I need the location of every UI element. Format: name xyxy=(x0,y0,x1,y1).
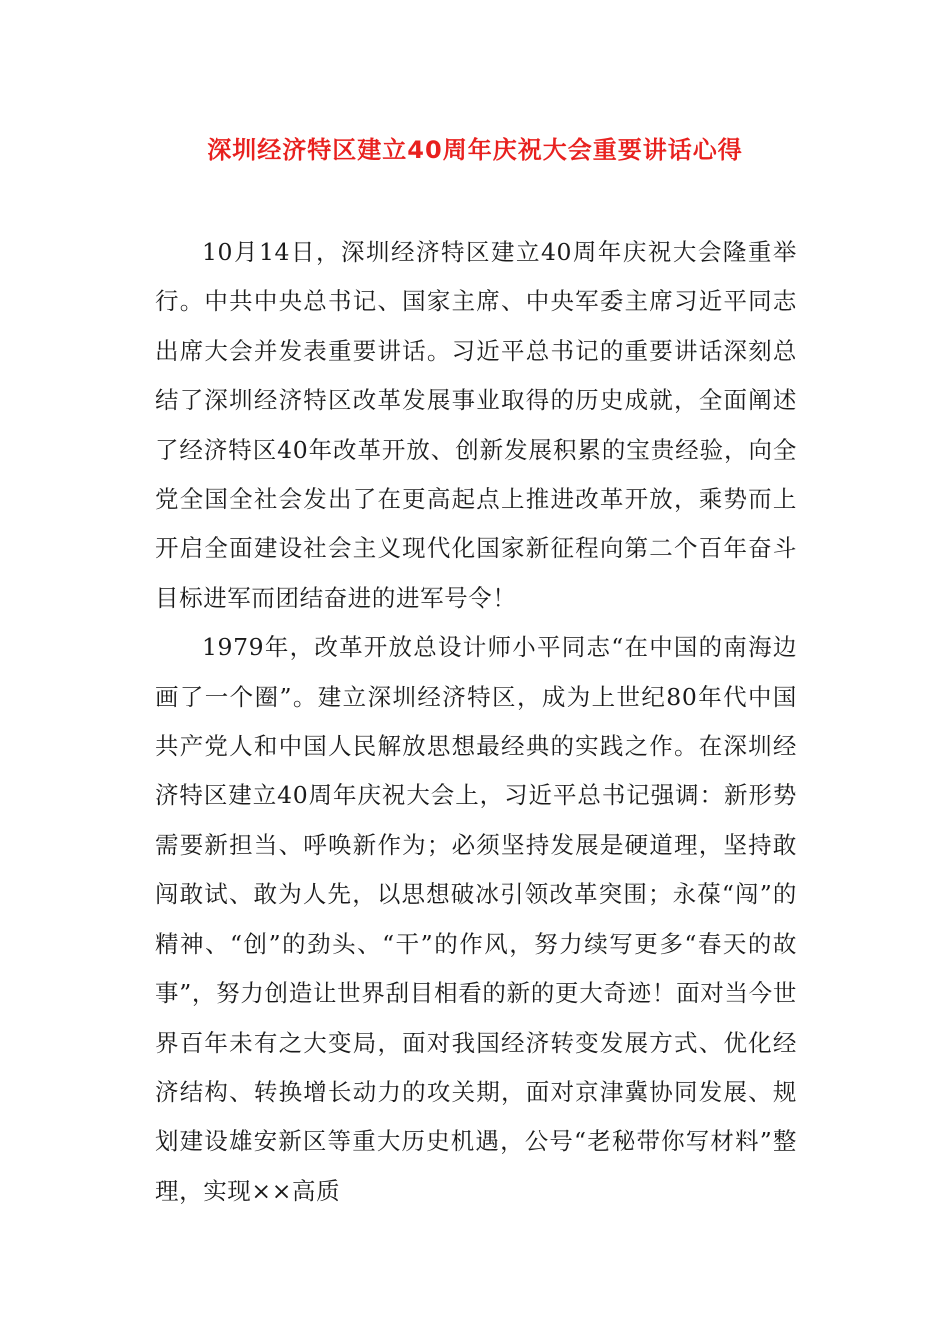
paragraph-2: 1979年，改革开放总设计师小平同志“在中国的南海边画了一个圈”。建立深圳经济特区，成为上世纪80年代中国共产党人和中国人民解放思想最经典的实践之作。在深圳经济特区建立40周年庆祝大会上，习近平总书记强调：新形势需要新担当、呼唤新作为；必须坚持发展是硬道理，坚持敢闯敢试、敢为人先，以思想破冰引领改革突围；永葆“闯”的精神、“创”的劲头、“干”的作风，努力续写更多“春天的故事”，努力创造让世界刮目相看的新的更大奇迹！面对当今世界百年未有之大变局，面对我国经济转变发展方式、优化经济结构、转换增长动力的攻关期，面对京津冀协同发展、规划建设雄安新区等重大历史机遇，公号“老秘带你写材料”整理，实现××高质 xyxy=(155,633,797,1205)
paragraph-1: 10月14日，深圳经济特区建立40周年庆祝大会隆重举行。中共中央总书记、国家主席、中央军委主席习近平同志出席大会并发表重要讲话。习近平总书记的重要讲话深刻总结了深圳经济特区改革发展事业取得的历史成就，全面阐述了经济特区40年改革开放、创新发展积累的宝贵经验，向全党全国全社会发出了在更高起点上推进改革开放，乘势而上开启全面建设社会主义现代化国家新征程向第二个百年奋斗目标进军而团结奋进的进军号令！ xyxy=(155,238,797,612)
document-title: 深圳经济特区建立40周年庆祝大会重要讲话心得 xyxy=(207,136,743,164)
document-body xyxy=(155,228,797,1216)
